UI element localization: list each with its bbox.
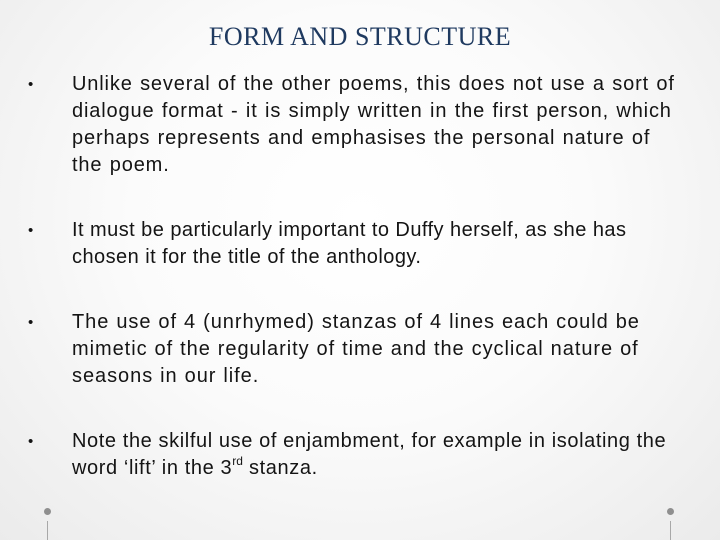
bullet-marker: •	[28, 433, 34, 450]
slide-title: FORM AND STRUCTURE	[208, 22, 512, 51]
decorative-line-left	[47, 521, 48, 540]
bullet-text-after: stanza.	[242, 457, 318, 479]
bullet-list	[28, 71, 678, 482]
decorative-dot-left	[44, 508, 51, 515]
bullet-item	[28, 71, 678, 179]
bullet-item	[28, 217, 678, 271]
decorative-line-right	[670, 521, 671, 540]
ordinal-superscript: rd	[232, 454, 243, 469]
bullet-text: The use of 4 (unrhymed) stanzas of 4 lines each could be mimetic of the regularity of time and the cyclical nature of seasons in our life.	[72, 311, 640, 387]
bullet-item	[28, 309, 678, 390]
bullet-marker: •	[28, 222, 34, 239]
bullet-marker: •	[28, 314, 35, 331]
decorative-dot-right	[667, 508, 674, 515]
bullet-item	[28, 428, 678, 482]
bullet-text-before: Note the skilful use of enjambment, for example in isolating the word ‘lift’ in the 3	[72, 430, 667, 479]
bullet-text	[72, 430, 666, 479]
bullet-marker: •	[28, 76, 35, 93]
bullet-text: Unlike several of the other poems, this does not use a sort of dialogue format - it is simply written in the first person, which perhaps represents and emphasises the personal nature of the poem.	[72, 73, 675, 176]
bullet-text: It must be particularly important to Duffy herself, as she has chosen it for the title of the anthology.	[72, 219, 627, 268]
